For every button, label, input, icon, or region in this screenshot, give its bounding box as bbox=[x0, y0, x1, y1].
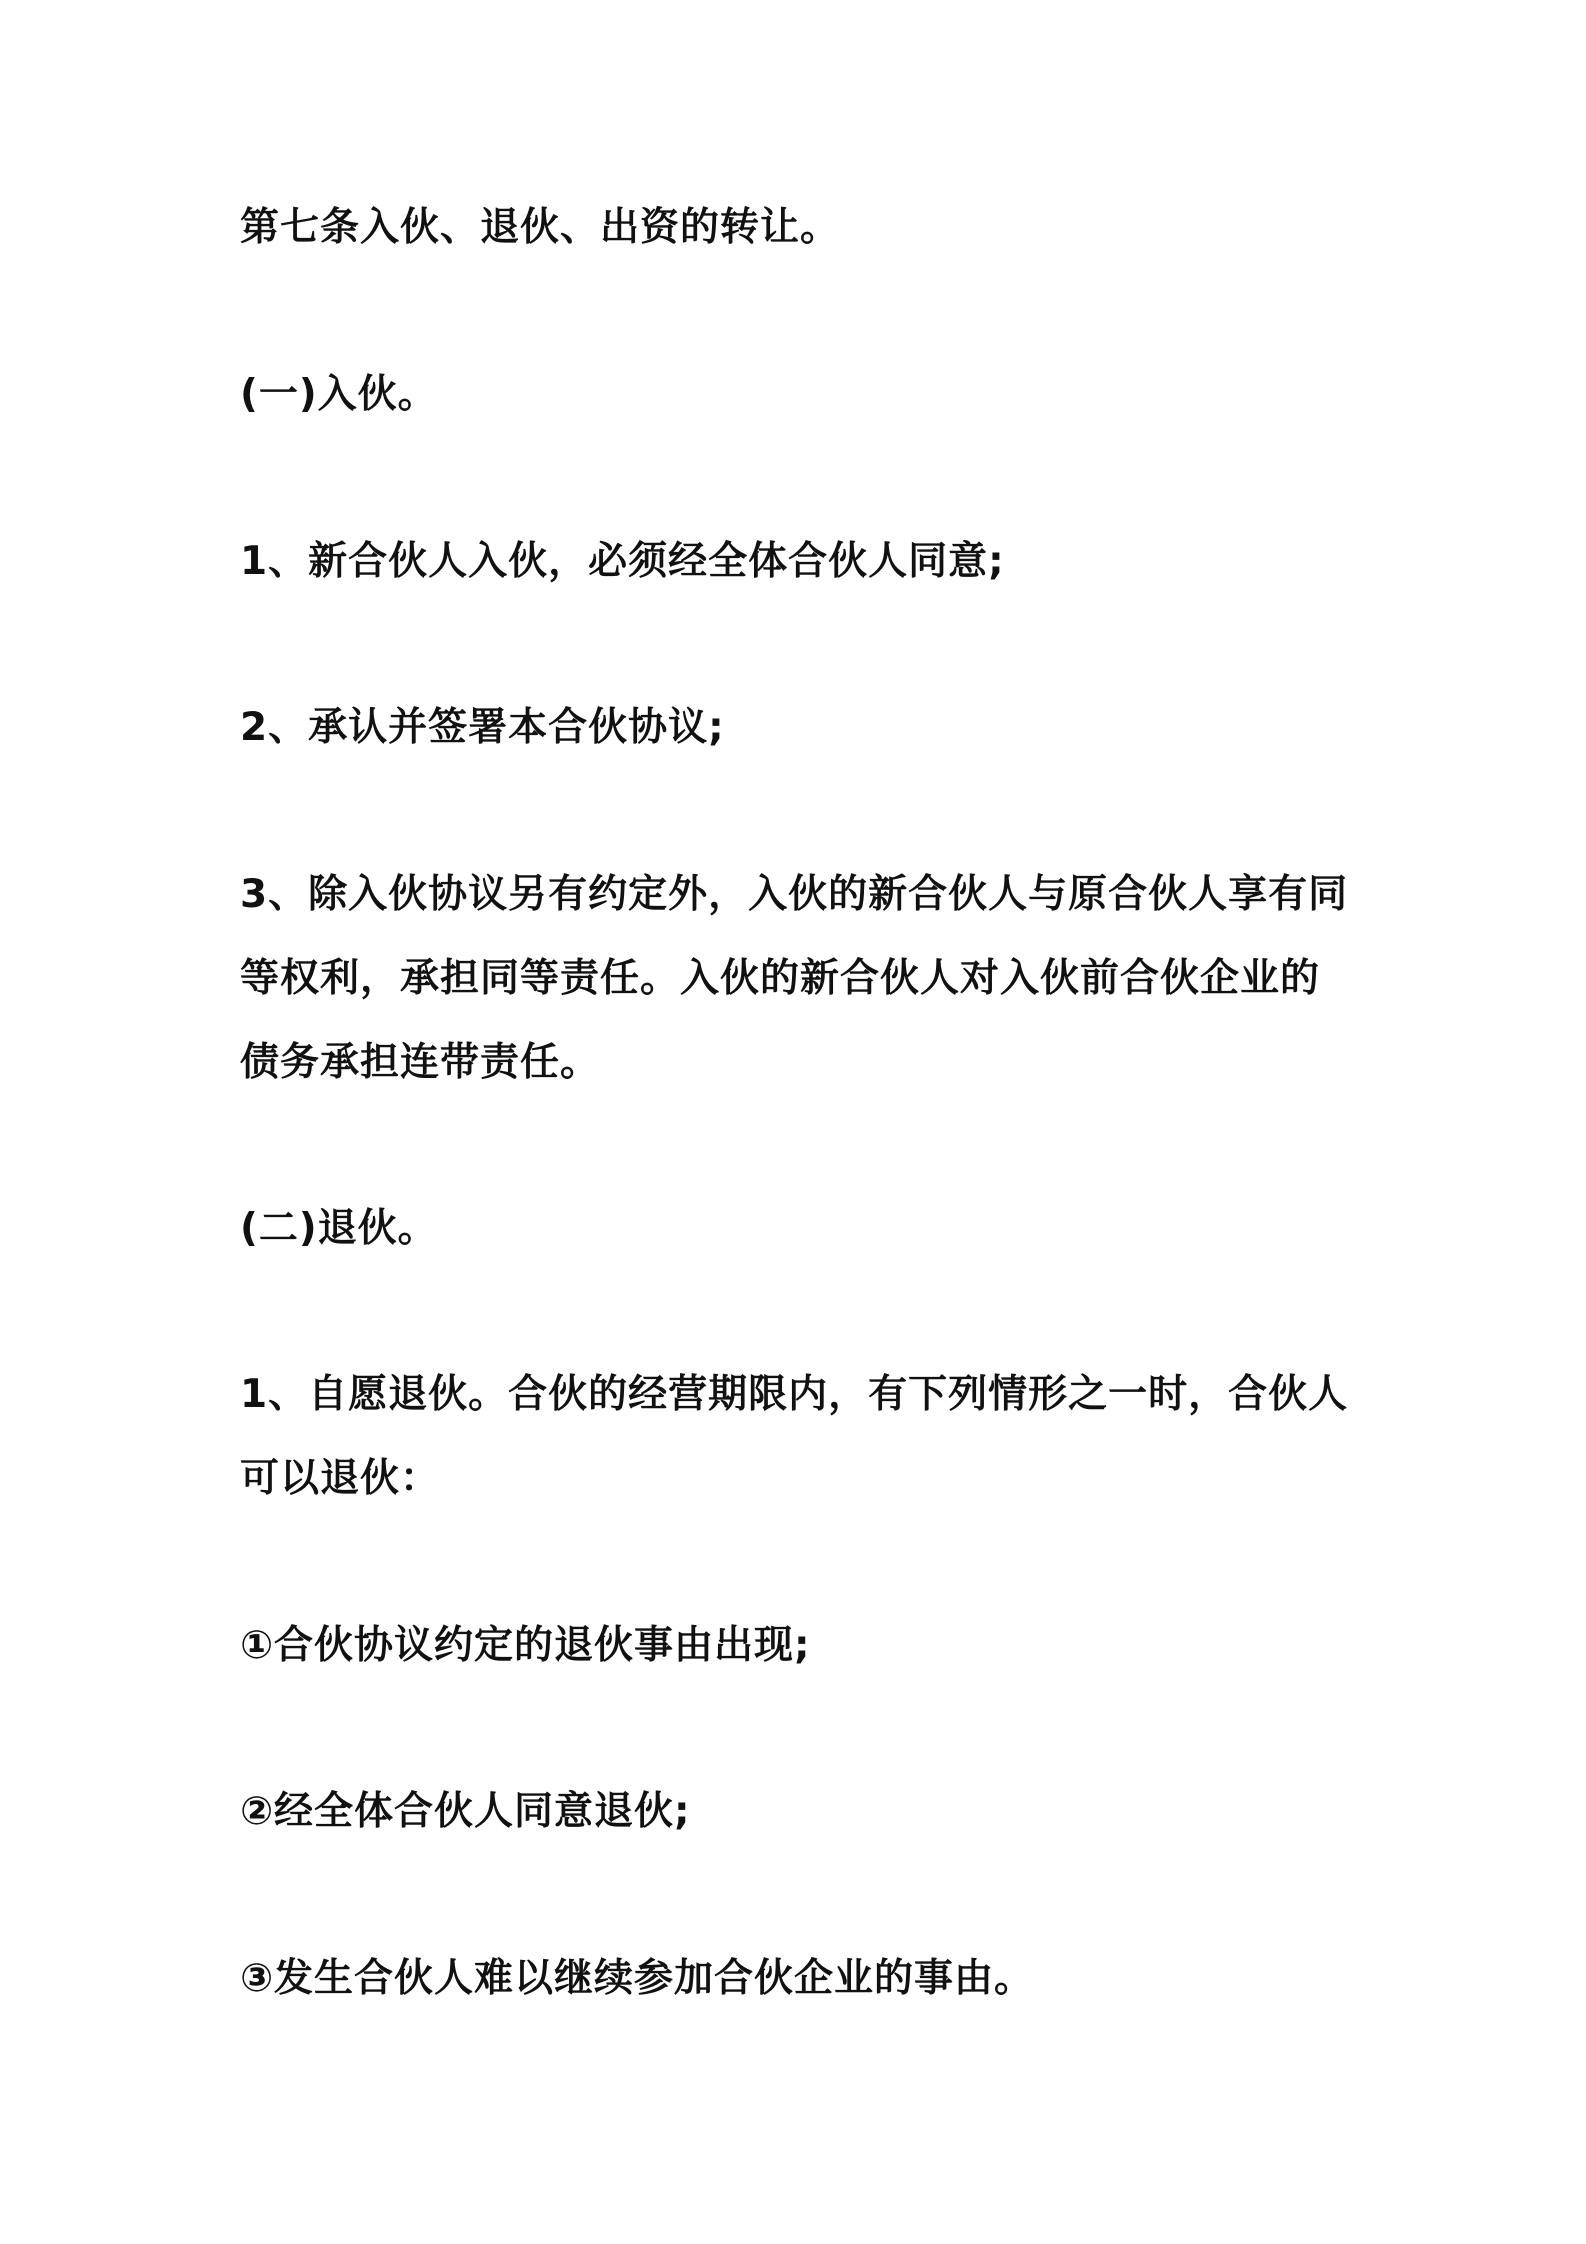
withdrawal-subitem-1: ①合伙协议约定的退伙事由出现; bbox=[240, 1623, 811, 1668]
withdrawal-subitem-2: ②经全体合伙人同意退伙; bbox=[240, 1789, 691, 1834]
article-heading: 第七条入伙、退伙、出资的转让。 bbox=[240, 205, 841, 250]
admission-item-2: 2、承认并签署本合伙协议; bbox=[240, 705, 725, 750]
admission-item-3: 3、除入伙协议另有约定外，入伙的新合伙人与原合伙人享有同等权利，承担同等责任。入伙的新合伙人对入伙前合伙企业的债务承担连带责任。 bbox=[240, 872, 1349, 1085]
withdrawal-subitem-3: ③发生合伙人难以继续参加合伙企业的事由。 bbox=[240, 1956, 1035, 2001]
section-heading-admission: (一)入伙。 bbox=[240, 372, 438, 417]
admission-item-1: 1、新合伙人入伙，必须经全体合伙人同意; bbox=[240, 539, 1005, 584]
withdrawal-item-1: 1、自愿退伙。合伙的经营期限内，有下列情形之一时，合伙人可以退伙： bbox=[240, 1372, 1349, 1501]
section-heading-withdrawal: (二)退伙。 bbox=[240, 1206, 438, 1251]
